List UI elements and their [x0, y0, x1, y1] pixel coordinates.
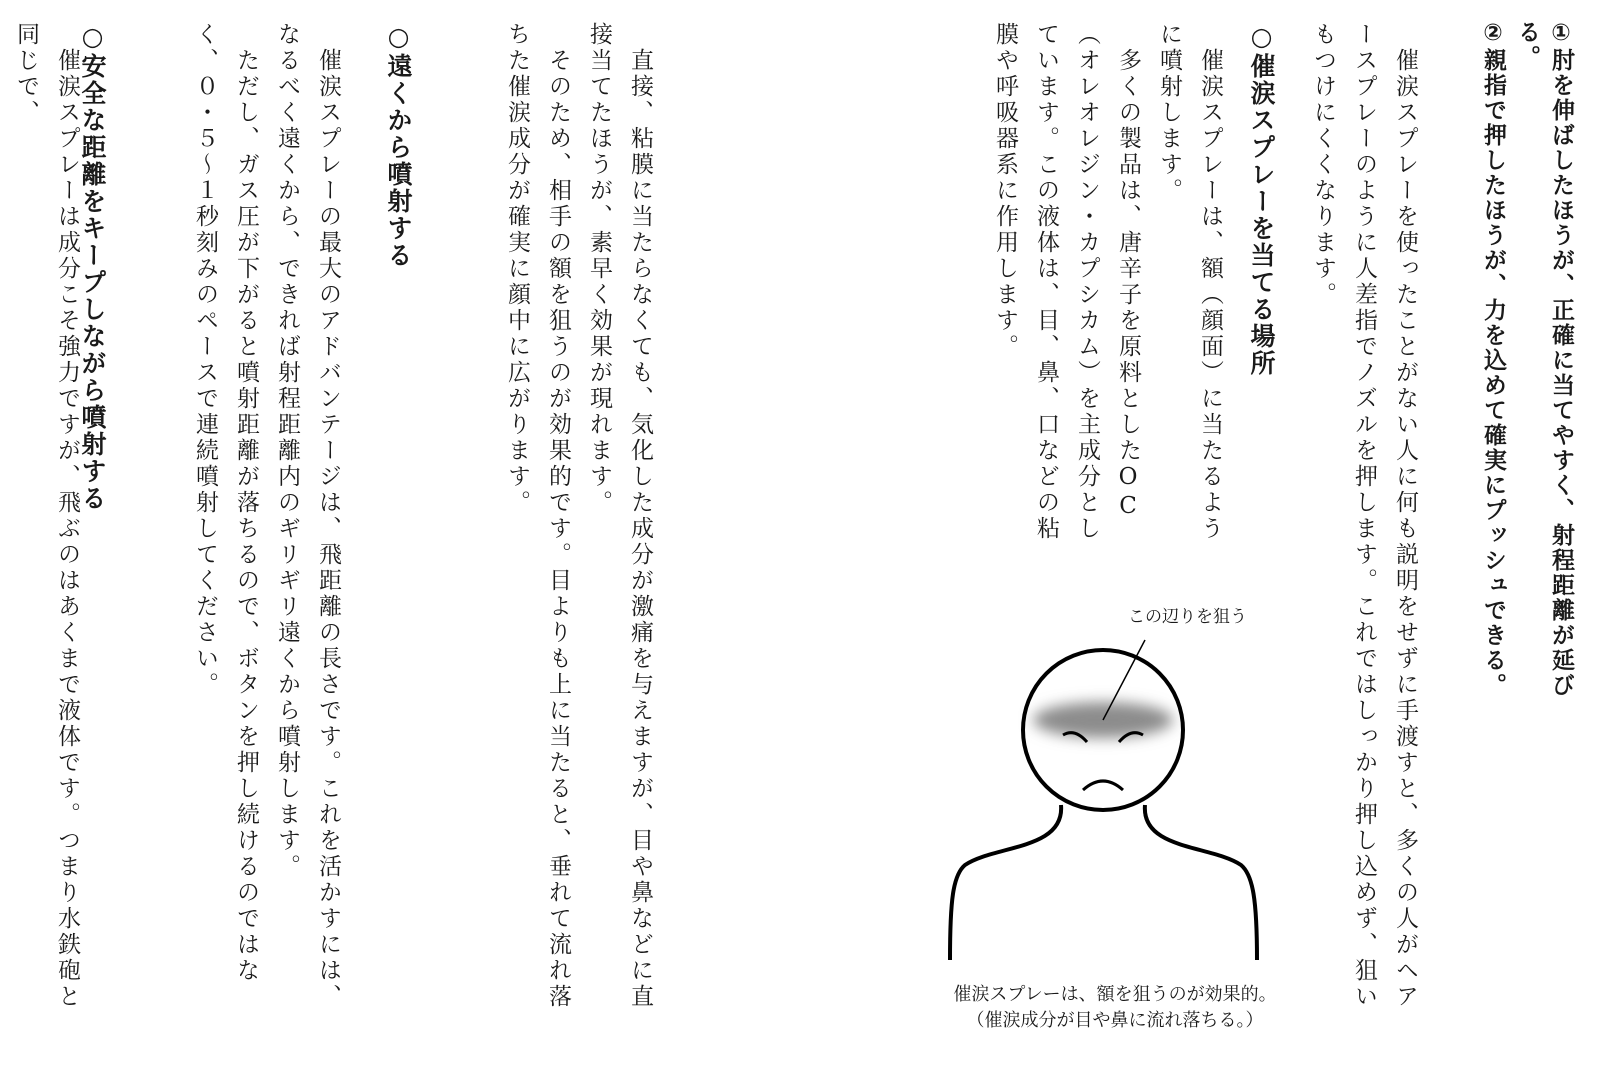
distance-paragraph [5, 22, 87, 1032]
target-paragraphs [910, 22, 1230, 542]
caption-line-2: （催涙成分が目や鼻に流れ落ちる。） [966, 1010, 1264, 1031]
heading-distance: ○安全な距離をキープしながら噴射する [78, 22, 107, 512]
figure-caption [925, 982, 1305, 1034]
far-p1: 催涙スプレーの最大のアドバンテージは、飛距離の長さです。これを活かすには、なるべく遠くから、できれば射程距離内のギリギリ遠くから噴射します。 [274, 22, 341, 1010]
target-p4: そのため、相手の額を狙うのが効果的です。目よりも上に当たると、垂れて流れ落ちた催涙成分が確実に顔中に広がります。 [504, 22, 571, 1010]
heading-far: ○遠くから噴射する [384, 22, 413, 269]
lead-point-1: ①肘を伸ばしたほうが、正確に当てやすく、射程距離が延びる。 [1514, 20, 1574, 698]
heading-target: ○催涙スプレーを当てる場所 [1247, 22, 1276, 377]
shoulders-outline [950, 805, 1257, 960]
caption-line-1: 催涙スプレーは、額を狙うのが効果的。 [953, 984, 1277, 1005]
intro-paragraph [1295, 22, 1425, 1032]
face-illustration [935, 600, 1295, 960]
lead-point-2: ②親指で押したほうが、力を込めて確実にプッシュできる。 [1480, 20, 1506, 698]
target-p1: 催涙スプレーは、額（顔面）に当たるように噴射します。 [1156, 22, 1223, 542]
target-p2: 多くの製品は、唐辛子を原料としたOC（オレオレジン・カプシカム）を主成分としています。この液体は、目、鼻、口などの粘膜や呼吸器系に作用します。 [992, 22, 1141, 542]
far-paragraphs [178, 22, 348, 1032]
distance-p1: 催涙スプレーは成分こそ強力ですが、飛ぶのはあくまで液体です。つまり水鉄砲と同じで、 [13, 22, 80, 1010]
frown-mouth [1083, 781, 1123, 790]
intro-text: 催涙スプレーを使ったことがない人に何も説明をせずに手渡すと、多くの人がヘアースプレーのように人差指でノズルを押します。これではしっかり押し込めず、狙いもつけにくくなります。 [1310, 22, 1418, 1010]
target-p3: 直接、粘膜に当たらなくても、気化した成分が激痛を与えますが、目や鼻などに直接当てたほうが、素早く効果が現れます。 [586, 22, 653, 1010]
figure-callout: この辺りを狙う [1128, 607, 1247, 627]
far-p2: ただし、ガス圧が下がると噴射距離が落ちるので、ボタンを押し続けるのではなく、０・５～１秒刻みのペースで連続噴射してください。 [192, 22, 259, 984]
lead-points [1476, 20, 1578, 720]
target-paragraphs-cont [490, 22, 660, 1032]
